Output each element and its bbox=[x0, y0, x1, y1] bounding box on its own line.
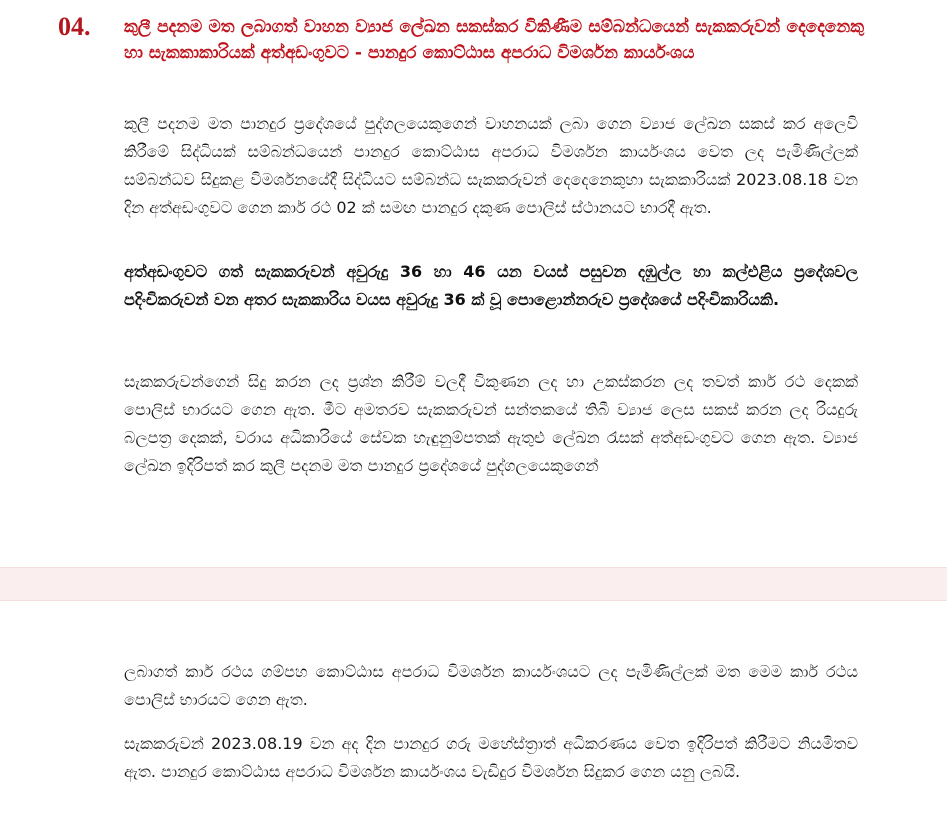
item-number: 04. bbox=[58, 12, 91, 41]
paragraph-1: කුලී පදනම මත පානදුර ප්‍රදේශයේ පුද්ගලයෙකුගෙන් වාහනයක් ලබා ගෙන ව්‍යාජ ලේඛන සකස් කර අලෙවි කිරීමේ සිද්ධියක් සම්බන්ධයෙන් පානදුර කොට්ඨාස අපරාධ විමර්ශන කාර්යංශය වෙත ලද පැමිණිල්ලක් සම්බන්ධව සිදුකළ විමර්ශනයේදී සිද්ධියට සම්බන්ධ සැකකරුවන් දෙදෙනෙකුහා සැකකාරියක් 2023.08.18 වන දින අත්අඩංගුවට ගෙන කාර් රථ 02 ක් සමඟ පානදුර දකුණ පොලිස් ස්ථානයට භාරදී ඇත. bbox=[124, 114, 858, 217]
paragraph-3: සැකකරුවන්ගෙන් සිදු කරන ලද ප්‍රශ්න කිරීම් වලදී විකුණන ලද හා උකස්කරන ලද තවත් කාර් රථ දෙකක් පොලිස් භාරයට ගෙන ඇත. මීට අමතරව සැකකරුවන් සන්තකයේ තිබී ව්‍යාජ ලෙස සකස් කරන ලද රියදුරු බලපත්‍ර දෙකක්, වරාය අධිකාරියේ සේවක හැඳුනුම්පතක් ඇතුළු ලේඛන රැසක් අත්අඩංගුවට ගෙන ඇත. ව්‍යාජ ලේඛන ඉදිරිපත් කර කුලී පදනම මත පානදුර ප්‍රදේශයේ පුද්ගලයෙකුගෙන් bbox=[124, 372, 858, 475]
heading-title: කුලී පදනම මත ලබාගත් වාහන ව්‍යාජ ලේඛන සකස්කර විකිණීම සම්බන්ධයෙන් සැකකරුවන් දෙදෙනෙකු හා සැකකාකාරියක් අත්අඩංගුවට - පානදුර කොට්ඨාස අපරාධ විමර්ශන කාර්යංශය bbox=[124, 17, 864, 63]
paragraph-5: සැකකරුවන් 2023.08.19 වන අද දින පානදුර ගරු මහේස්ත්‍රාත් අධිකරණය වෙත ඉදිරිපත් කිරීමට නියමිතව ඇත. පානදුර කොට්ඨාස අපරාධ විමර්ශන කාර්යංශය වැඩිදුර විමර්ශන සිදුකර ගෙන යනු ලබයි. bbox=[124, 734, 858, 781]
paragraph-4: ලබාගත් කාර් රථය ගම්පහ කොට්ඨාස අපරාධ විමර්ශන කාර්යංශයට ලද පැමිණිල්ලක් මත මෙම කාර් රථය පොලිස් භාරයට ගෙන ඇත. bbox=[124, 662, 858, 709]
page-break-divider bbox=[0, 567, 947, 601]
paragraph-2: අත්අඩංගුවට ගත් සැකකරුවන් අවුරුදු 36 හා 46 යන වයස් පසුවන දඹුල්ල හා කල්එළිය ප්‍රදේශවල පදිංචිකරුවන් වන අතර සැකකාරිය වයස අවුරුදු 36 ක් වූ පොළොන්නරුව ප්‍රදේශයේ පදිංචිකාරියකි. bbox=[124, 262, 858, 309]
